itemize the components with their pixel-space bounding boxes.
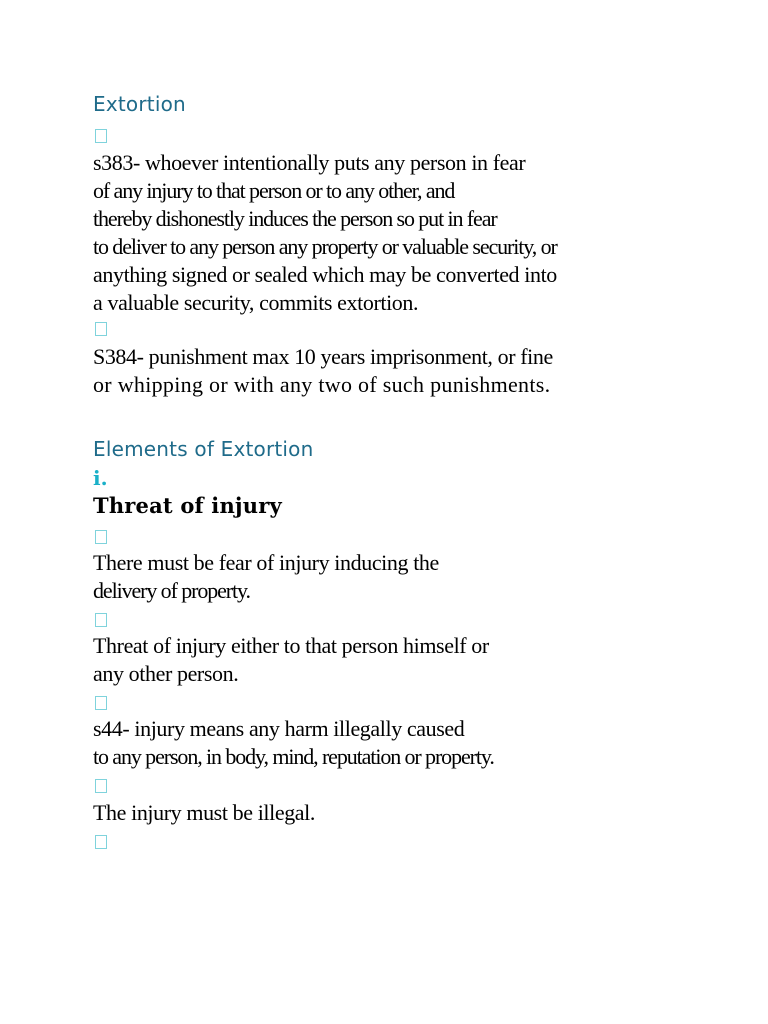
subheading-threat-of-injury: Threat of injury [93,493,282,518]
paragraph-line: thereby dishonestly induces the person so put in fear [93,206,497,231]
bullet-icon [95,779,107,793]
paragraph-s384 [93,343,553,399]
bullet-icon [95,530,107,544]
paragraph-s383 [93,149,557,317]
bullet-icon [95,835,107,849]
paragraph-line: anything signed or sealed which may be converted into [93,262,557,287]
list-item-line: The injury must be illegal. [93,800,315,825]
bullet-icon [95,322,107,336]
list-item-line: Threat of injury either to that person himself or [93,633,489,658]
paragraph-line: a valuable security, commits extortion. [93,290,419,315]
list-numeral: i. [93,466,108,490]
bullet-icon [95,129,107,143]
bullet-icon [95,696,107,710]
bullet-icon [95,613,107,627]
list-item-line: delivery of property. [93,578,250,603]
paragraph-line: s383- whoever intentionally puts any person in fear [93,150,526,175]
paragraph-line: or whipping or with any two of such punishments. [93,372,551,397]
list-item-line: any other person. [93,661,239,686]
list-item-line: There must be fear of injury inducing the [93,550,439,575]
list-item [93,715,494,771]
list-item-line: to any person, in body, mind, reputation or property. [93,744,494,769]
list-item [93,549,439,605]
section-heading-extortion: Extortion [93,92,186,116]
paragraph-line: of any injury to that person or to any other, and [93,178,455,203]
list-item [93,632,489,688]
list-item [93,799,315,827]
paragraph-line: S384- punishment max 10 years imprisonment, or fine [93,344,553,369]
list-item-line: s44- injury means any harm illegally caused [93,716,465,741]
paragraph-line: to deliver to any person any property or valuable security, or [93,234,557,259]
section-heading-elements: Elements of Extortion [93,437,314,461]
